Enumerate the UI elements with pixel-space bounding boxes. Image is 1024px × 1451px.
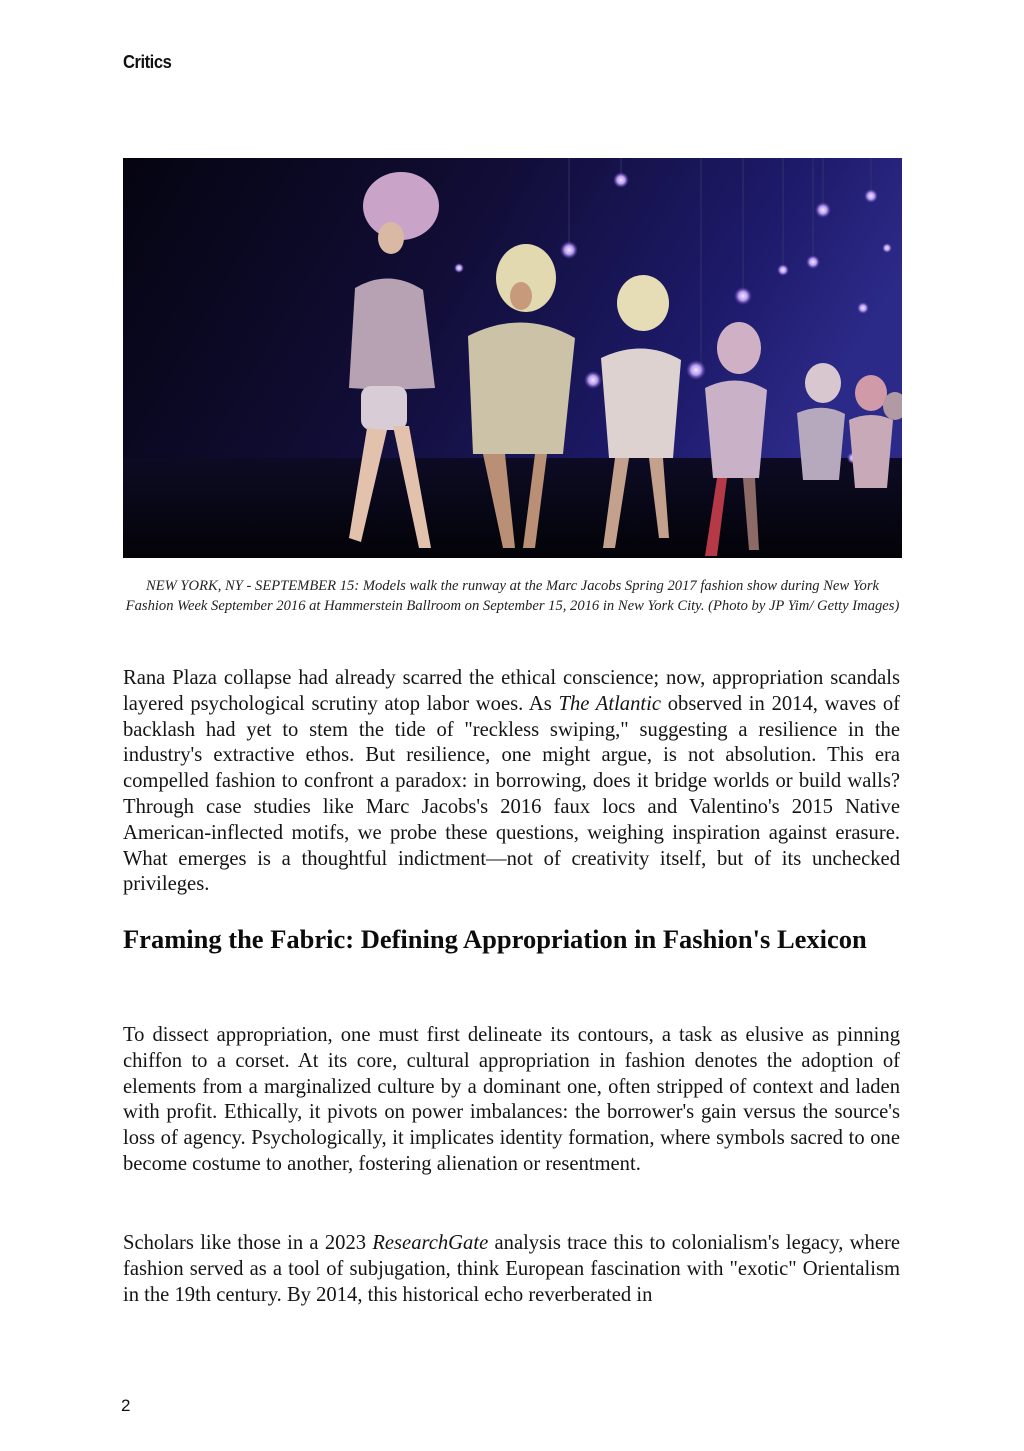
body-paragraph-1: Rana Plaza collapse had already scarred the ethical conscience; now, appropriation scandals layered psychological scrutiny atop labor woes. As The Atlantic observed in 2014, waves of backlash had yet to stem the tide of "reckless swiping," suggesting a resilience in the industry's extractive ethos. But resilience, one might argue, is not absolution. This era compelled fashion to confront a paradox: in borrowing, does it bridge worlds or build walls? Through case studies like Marc Jacobs's 2016 faux locs and Valentino's 2015 Native American-inflected motifs, we probe these questions, weighing inspiration against erasure. What emerges is a thoughtful indictment—not of creativity itself, but of its unchecked privileges. [123, 667, 901, 896]
publication-title: ResearchGate [372, 1232, 489, 1254]
section-heading: Framing the Fabric: Defining Appropriation in Fashion's Lexicon [123, 924, 867, 954]
body-paragraph-3: Scholars like those in a 2023 ResearchGate analysis trace this to colonialism's legacy, where fashion served as a tool of subjugation, think European fascination with "exotic" Orientalism in the 19th century. By 2014, this historical echo reverberated in [123, 1232, 900, 1306]
page-number: 2 [121, 1396, 131, 1415]
runway-photo [123, 158, 902, 558]
photo-caption: NEW YORK, NY - SEPTEMBER 15: Models walk the runway at the Marc Jacobs Spring 2017 fashion show during New York Fashion Week September 2016 at Hammerstein Ballroom on September 15, 2016 in New York City. (Photo by JP Yim/ Getty Images) [125, 578, 900, 614]
publication-title: The Atlantic [558, 692, 661, 715]
running-header: Critics [123, 52, 172, 72]
body-paragraph-2: To dissect appropriation, one must first delineate its contours, a task as elusive as pinning chiffon to a corset. At its core, cultural appropriation in fashion denotes the adoption of elements from a marginalized culture by a dominant one, often stripped of context and laden with profit. Ethically, it pivots on power imbalances: the borrower's gain versus the source's loss of agency. Psychologically, it implicates identity formation, where symbols sacred to one become costume to another, fostering alienation or resentment. [123, 1024, 900, 1175]
